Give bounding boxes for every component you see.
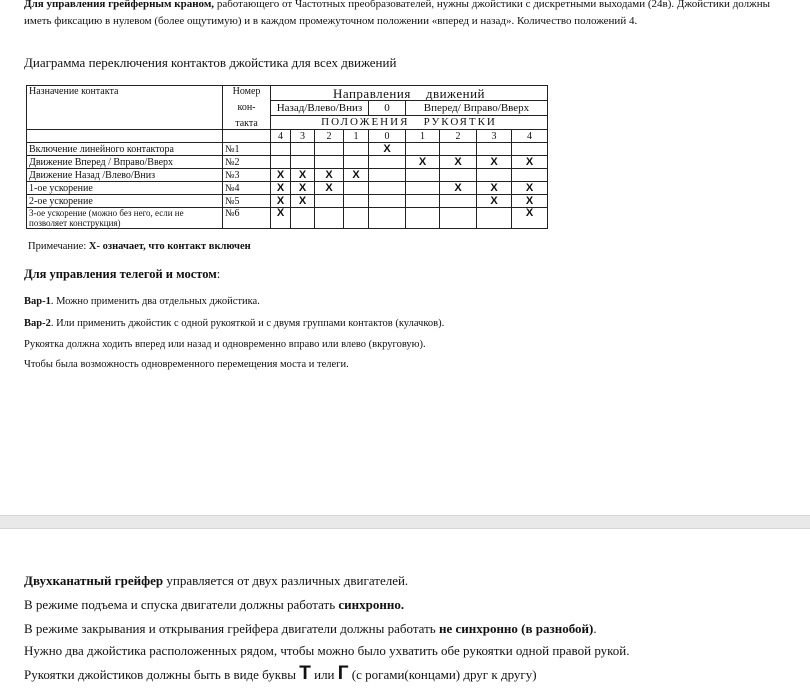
row-number: №3 (223, 169, 271, 182)
contact-cell: X (477, 156, 512, 169)
contact-diagram-table (26, 85, 548, 229)
contact-cell: X (271, 208, 291, 229)
contact-cell (291, 143, 315, 156)
position-cell: 1 (406, 130, 440, 143)
contact-cell (440, 143, 477, 156)
handle-motion-line: Рукоятка должна ходить вперед или назад и одновременно вправо или влево (вкруговую). (24, 339, 426, 350)
contact-cell: X (291, 169, 315, 182)
note-lead: Примечание: (28, 241, 89, 252)
document-page-2 (0, 529, 810, 689)
diagram-row (27, 208, 548, 229)
contact-cell (369, 169, 406, 182)
contact-cell (315, 208, 344, 229)
contact-cell (406, 208, 440, 229)
async-tail: . (593, 621, 597, 636)
header-positions-a: ПОЛОЖЕНИЯ (321, 115, 410, 128)
positions-row (27, 130, 548, 143)
header-number-line3: такта (235, 118, 258, 129)
row-purpose: 1-ое ускорение (27, 182, 223, 195)
header-number-line1: Номер (232, 86, 261, 97)
contact-cell: X (440, 182, 477, 195)
letter-g: Г (337, 663, 349, 684)
variant-2-line (24, 318, 444, 329)
variant-1-text: . Можно применить два отдельных джойстика. (50, 296, 260, 307)
header-forward: Вперед/ Вправо/Вверх (406, 101, 548, 115)
contact-cell: X (512, 182, 548, 195)
diagram-row (27, 143, 548, 156)
grab-paragraph-4: Нужно два джойстика расположенных рядом, чтобы можно было ухватить обе рукоятки одной правой рукой. (24, 643, 630, 658)
diagram-title: Диаграмма переключения контактов джойстика для всех движений (24, 55, 397, 70)
grab-paragraph-2 (24, 597, 404, 613)
async-bold: не синхронно (в разнобой) (438, 621, 594, 636)
contact-cell (369, 156, 406, 169)
row-purpose: 2-ое ускорение (27, 195, 223, 208)
contact-cell (512, 143, 548, 156)
diagram-row (27, 182, 548, 195)
position-cell: 2 (440, 130, 477, 143)
contact-cell (440, 195, 477, 208)
contact-cell (406, 195, 440, 208)
contact-cell (344, 143, 369, 156)
row-purpose: Включение линейного контактора (27, 143, 223, 156)
row-number: №1 (223, 143, 271, 156)
handle-shape-text-mid: или (310, 667, 338, 682)
position-cell: 1 (344, 130, 369, 143)
header-number-line2: кон- (237, 102, 256, 113)
contact-cell: X (440, 156, 477, 169)
variant-2-label: Вар-2 (24, 318, 51, 329)
variant-1-line (24, 296, 260, 307)
contact-cell: X (477, 182, 512, 195)
contact-cell (369, 182, 406, 195)
variant-1-label: Вар-1 (24, 296, 51, 307)
contact-cell (344, 156, 369, 169)
contact-cell: X (291, 195, 315, 208)
contact-cell (477, 143, 512, 156)
grab-paragraph-1 (24, 573, 408, 589)
diagram-row (27, 169, 548, 182)
contact-cell (271, 143, 291, 156)
contact-cell: X (344, 169, 369, 182)
position-cell: 0 (369, 130, 406, 143)
header-directions-b: движений (425, 85, 485, 101)
header-number (223, 86, 271, 130)
header-directions (271, 86, 548, 101)
position-cell: 4 (512, 130, 548, 143)
handle-shape-text-b: (с рогами(концами) друг к другу) (348, 667, 537, 682)
contact-cell (440, 208, 477, 229)
contact-cell: X (271, 182, 291, 195)
contact-cell (477, 169, 512, 182)
contact-cell (369, 195, 406, 208)
position-cell: 2 (315, 130, 344, 143)
header-positions-b: РУКОЯТКИ (423, 115, 497, 128)
row-purpose: Движение Назад /Влево/Вниз (27, 169, 223, 182)
header-zero: 0 (369, 101, 406, 115)
position-cell: 4 (271, 130, 291, 143)
diagram-body (27, 143, 548, 229)
letter-t: Т (299, 663, 311, 684)
contact-cell (477, 208, 512, 229)
diagram-row (27, 195, 548, 208)
grab-text: управляется от двух различных двигателей. (163, 573, 409, 588)
contact-cell (291, 156, 315, 169)
contact-cell (271, 156, 291, 169)
contact-cell (440, 169, 477, 182)
async-text: В режиме закрывания и открывания грейфера двигатели должны работать (24, 621, 439, 636)
contact-cell (315, 195, 344, 208)
contact-cell (315, 143, 344, 156)
contact-cell (369, 208, 406, 229)
positions-row-blank-2 (223, 130, 271, 143)
contact-cell: X (271, 195, 291, 208)
contact-cell (315, 156, 344, 169)
grab-paragraph-5 (24, 663, 537, 685)
intro-paragraph (24, 0, 784, 30)
section-heading (24, 267, 220, 282)
contact-cell: X (406, 156, 440, 169)
row-number: №4 (223, 182, 271, 195)
row-number: №2 (223, 156, 271, 169)
header-purpose: Назначение контакта (27, 86, 223, 130)
contact-cell: X (512, 208, 548, 229)
contact-cell: X (315, 169, 344, 182)
contact-cell: X (477, 195, 512, 208)
contact-cell (344, 208, 369, 229)
page-separator (0, 515, 810, 529)
header-back: Назад/Влево/Вниз (271, 101, 369, 115)
variant-2-text: . Или применить джойстик с одной рукояткой и с двумя группами контактов (кулачков). (50, 318, 445, 329)
row-number: №6 (223, 208, 271, 229)
handle-shape-text-a: Рукоятки джойстиков должны быть в виде буквы (24, 667, 300, 682)
intro-text: работающего от Частотных преобразователей, нужны джойстики с дискретными выходами (24в). Джойстики должны иметь фиксацию в нулевом (более ощутимую) и в каждом промежуточном положении «вперед и назад». Количество положений 4. (24, 0, 771, 27)
sync-bold: синхронно. (338, 597, 405, 612)
section-heading-bold: Для управления телегой и мостом (24, 267, 217, 281)
contact-cell (406, 143, 440, 156)
contact-cell (344, 182, 369, 195)
sync-text: В режиме подъема и спуска двигатели должны работать (24, 597, 339, 612)
contact-cell: X (512, 156, 548, 169)
row-purpose: Движение Вперед / Вправо/Вверх (27, 156, 223, 169)
contact-cell: X (271, 169, 291, 182)
header-positions (271, 115, 548, 129)
row-purpose: 3-ое ускорение (можно без него, если не позволяет конструкция) (27, 208, 223, 229)
contact-cell (291, 208, 315, 229)
positions-row-blank (27, 130, 223, 143)
contact-cell: X (291, 182, 315, 195)
diagram-row (27, 156, 548, 169)
table-note (28, 241, 251, 252)
section-heading-tail: : (216, 267, 221, 281)
contact-cell (406, 182, 440, 195)
contact-cell: X (369, 143, 406, 156)
row-number: №5 (223, 195, 271, 208)
note-bold: X- означает, что контакт включен (88, 241, 251, 252)
contact-cell (512, 169, 548, 182)
simultaneous-motion-line: Чтобы была возможность одновременного перемещения моста и телеги. (24, 359, 349, 370)
intro-bold-lead: Для управления грейферным краном, (24, 0, 215, 10)
grab-paragraph-3 (24, 621, 597, 637)
grab-bold: Двухканатный грейфер (24, 573, 164, 588)
contact-cell (344, 195, 369, 208)
contact-cell (406, 169, 440, 182)
contact-cell: X (512, 195, 548, 208)
position-cell: 3 (291, 130, 315, 143)
header-directions-a: Направления (332, 85, 411, 101)
contact-cell: X (315, 182, 344, 195)
position-cell: 3 (477, 130, 512, 143)
